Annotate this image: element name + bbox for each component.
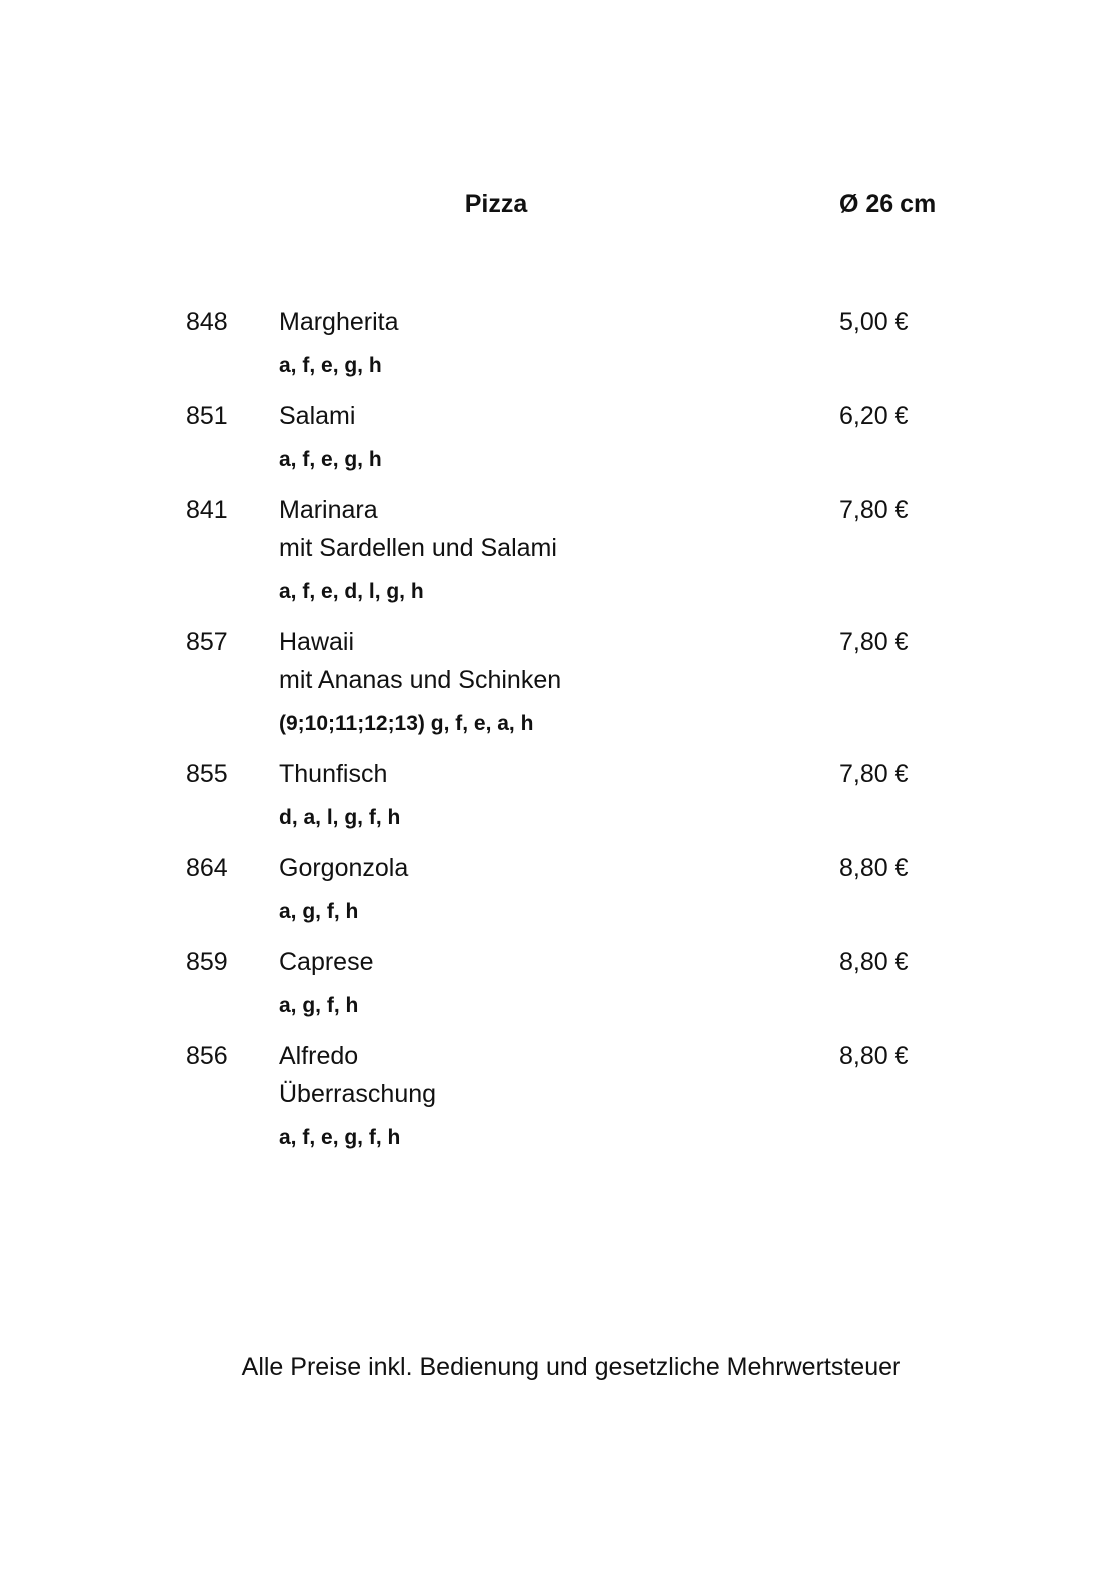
- item-price: 7,80 €: [839, 496, 909, 524]
- item-allergens: a, f, e, g, h: [279, 354, 382, 377]
- item-name: Margherita: [279, 308, 399, 336]
- item-price: 7,80 €: [839, 628, 909, 656]
- item-name: Marinara: [279, 496, 378, 524]
- item-allergens: a, f, e, g, f, h: [279, 1126, 401, 1149]
- item-allergens: a, f, e, d, l, g, h: [279, 580, 424, 603]
- item-price: 7,80 €: [839, 760, 909, 788]
- item-description: mit Ananas und Schinken: [279, 666, 562, 694]
- item-description: mit Sardellen und Salami: [279, 534, 557, 562]
- item-number: 864: [186, 854, 228, 882]
- pizza-size-label: Ø 26 cm: [839, 190, 937, 218]
- item-name: Gorgonzola: [279, 854, 409, 882]
- item-price: 8,80 €: [839, 948, 909, 976]
- price-note: Alle Preise inkl. Bedienung und gesetzliche Mehrwertsteuer: [241, 1353, 901, 1381]
- menu-section-title: Pizza: [464, 190, 528, 218]
- item-number: 851: [186, 402, 228, 430]
- item-number: 859: [186, 948, 228, 976]
- item-allergens: a, f, e, g, h: [279, 448, 382, 471]
- item-allergens: d, a, l, g, f, h: [279, 806, 401, 829]
- item-number: 841: [186, 496, 228, 524]
- item-name: Hawaii: [279, 628, 355, 656]
- item-number: 856: [186, 1042, 228, 1070]
- item-price: 6,20 €: [839, 402, 909, 430]
- item-allergens: (9;10;11;12;13) g, f, e, a, h: [279, 712, 534, 735]
- item-name: Salami: [279, 402, 356, 430]
- item-description: Überraschung: [279, 1080, 437, 1108]
- item-price: 8,80 €: [839, 854, 909, 882]
- item-name: Caprese: [279, 948, 374, 976]
- item-allergens: a, g, f, h: [279, 994, 359, 1017]
- item-number: 848: [186, 308, 228, 336]
- item-price: 8,80 €: [839, 1042, 909, 1070]
- item-price: 5,00 €: [839, 308, 909, 336]
- item-name: Alfredo: [279, 1042, 359, 1070]
- item-number: 855: [186, 760, 228, 788]
- item-number: 857: [186, 628, 228, 656]
- item-allergens: a, g, f, h: [279, 900, 359, 923]
- item-name: Thunfisch: [279, 760, 388, 788]
